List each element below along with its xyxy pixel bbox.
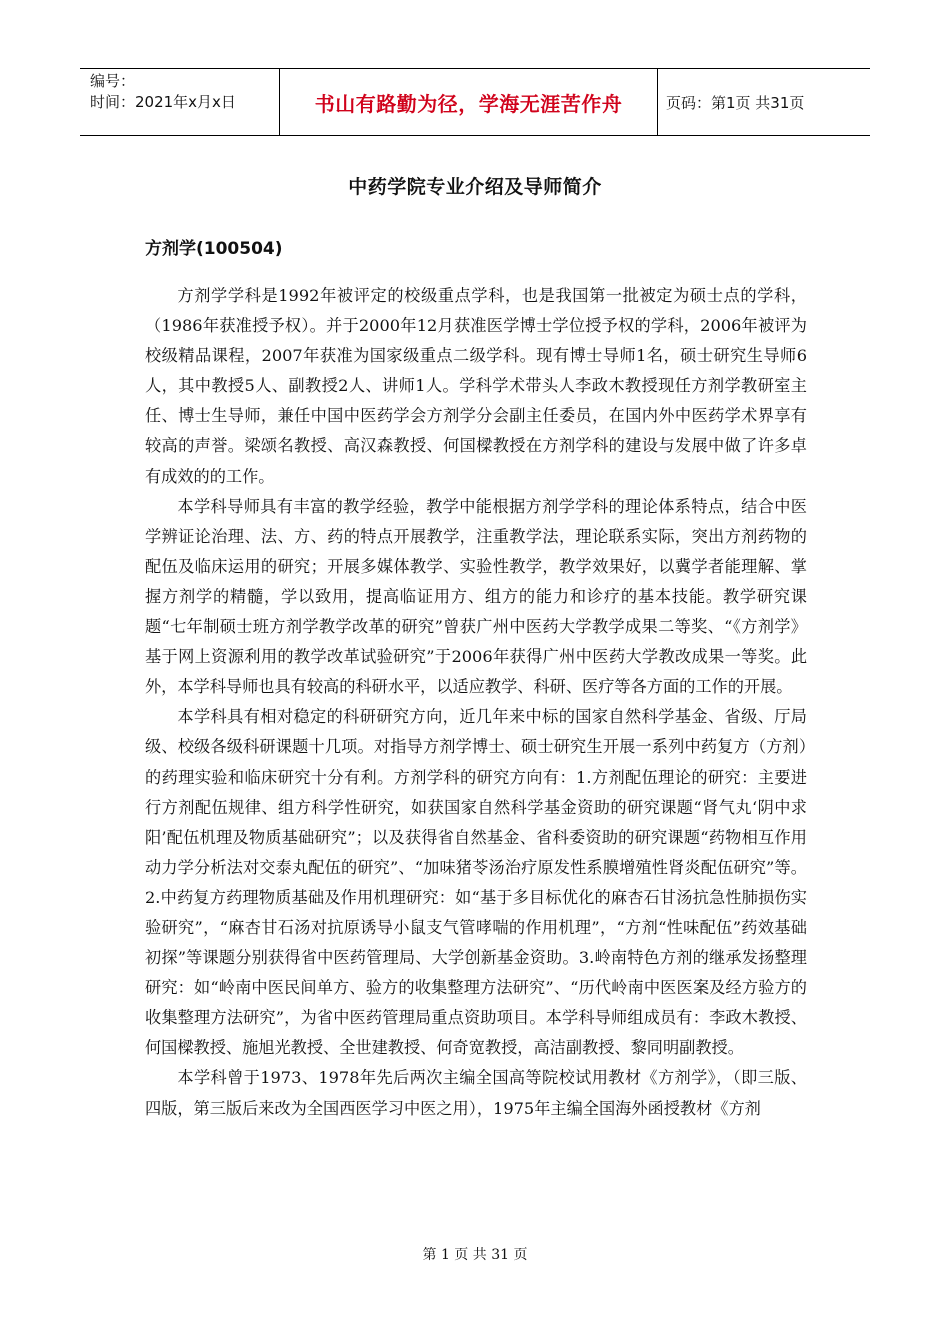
header-page-info: 页码：第1页 共31页 [666, 93, 805, 112]
paragraph: 本学科曾于1973、1978年先后两次主编全国高等院校试用教材《方剂学》，（即三版、四版，第三版后来改为全国西医学习中医之用），1975年主编全国海外函授教材《方剂 [145, 1068, 807, 1118]
number-label: 编号： [90, 72, 136, 90]
paragraph: 本学科导师具有丰富的教学经验，教学中能根据方剂学学科的理论体系特点，结合中医学辨证论治理、法、方、药的特点开展教学，注重教学法，理论联系实际，突出方剂药物的配伍及临床运用的研究；开展多媒体教学、实验性教学，教学效果好，以冀学者能理解、掌握方剂学的精髓，学以致用，提高临证用方、组方的能力和诊疗的基本技能。教学研究课题“七年制硕士班方剂学教学改革的研究”曾获广州中医药大学教学成果二等奖、“《方剂学》基于网上资源利用的教学改革试验研究”于2006年获得广州中医药大学教改成果一等奖。此外，本学科导师也具有较高的科研水平，以适应教学、科研、医疗等各方面的工作的开展。 [145, 496, 807, 697]
document-header [80, 68, 870, 136]
page-footer: 第 1 页 共 31 页 [422, 1247, 528, 1263]
document-body [145, 281, 807, 1124]
header-meta [80, 69, 280, 135]
document-title: 中药学院专业介绍及导师简介 [348, 176, 602, 198]
paragraph: 方剂学学科是1992年被评定的校级重点学科，也是我国第一批被定为硕士点的学科，（1986年获准授予权）。并于2000年12月获准医学博士学位授予权的学科，2006年被评为校级精品课程，2007年获准为国家级重点二级学科。现有博士导师1名，硕士研究生导师6人，其中教授5人、副教授2人、讲师1人。学科学术带头人李政木教授现任方剂学教研室主任、博士生导师，兼任中国中医药学会方剂学分会副主任委员，在国内外中医药学术界享有较高的声誉。梁颂名教授、高汉森教授、何国樑教授在方剂学科的建设与发展中做了许多卓有成效的的工作。 [145, 286, 807, 486]
time-label: 时间：2021年x月x日 [90, 93, 236, 111]
header-motto: 书山有路勤为径，学海无涯苦作舟 [280, 69, 658, 135]
section-heading: 方剂学(100504) [145, 239, 283, 259]
paragraph: 本学科具有相对稳定的科研研究方向，近几年来中标的国家自然科学基金、省级、厅局级、校级各级科研课题十几项。对指导方剂学博士、硕士研究生开展一系列中药复方（方剂）的药理实验和临床研究十分有利。方剂学科的研究方向有：1.方剂配伍理论的研究：主要进行方剂配伍规律、组方科学性研究，如获国家自然科学基金资助的研究课题“肾气丸‘阴中求阳’配伍机理及物质基础研究”；以及获得省自然基金、省科委资助的研究课题“药物相互作用动力学分析法对交泰丸配伍的研究”、“加味猪苓汤治疗原发性系膜增殖性肾炎配伍研究”等。2.中药复方药理物质基础及作用机理研究：如“基于多目标优化的麻杏石甘汤抗急性肺损伤实验研究”，“麻杏甘石汤对抗原诱导小鼠支气管哮喘的作用机理”，“方剂“性味配伍”药效基础初探”等课题分别获得省中医药管理局、大学创新基金资助。3.岭南特色方剂的继承发扬整理研究：如“岭南中医民间单方、验方的收集整理方法研究”、“历代岭南中医医案及经方验方的收集整理方法研究”，为省中医药管理局重点资助项目。本学科导师组成员有：李政木教授、何国樑教授、施旭光教授、全世建教授、何奇宽教授，高洁副教授、黎同明副教授。 [145, 707, 807, 1058]
